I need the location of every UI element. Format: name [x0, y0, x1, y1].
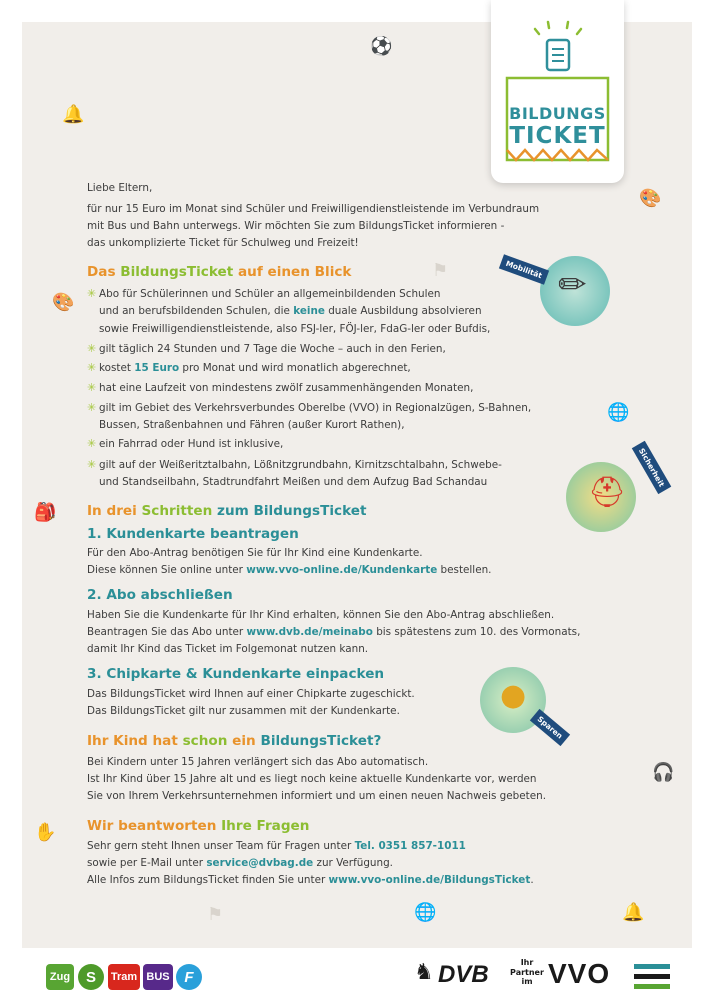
steps-heading: In drei Schritten zum BildungsTicket — [87, 503, 367, 519]
logo-line-1: BILDUNGS — [509, 104, 606, 123]
mascot-helmet-icon: ⛑ — [588, 475, 627, 510]
list-item: ✳ kostet 15 Euro pro Monat und wird monatlich abgerechnet, — [87, 359, 411, 377]
faehre-logo: F — [176, 964, 202, 990]
step-3-line-2: Das BildungsTicket gilt nur zusammen mit der Kundenkarte. — [87, 705, 400, 717]
questions-line-1: Sehr gern steht Ihnen unser Team für Fragen unter Tel. 0351 857-1011 — [87, 840, 466, 852]
questions-line-3: Alle Infos zum BildungsTicket finden Sie unter www.vvo-online.de/BildungsTicket. — [87, 874, 534, 886]
greeting: Liebe Eltern, — [87, 182, 153, 194]
vvo-logo: VVO — [548, 958, 611, 989]
globe-icon: 🌐 — [607, 402, 630, 423]
list-item: ✳ gilt im Gebiet des Verkehrsverbundes Oberelbe (VVO) in Regionalzügen, S-Bahnen, Bussen, Straßenbahnen und Fähren (außer Kurort Rathen), — [87, 401, 532, 432]
savings-tag: Sparen — [530, 709, 570, 746]
star-bullet-icon: ✳ — [87, 401, 97, 414]
palette-icon: 🎨 — [639, 188, 662, 209]
list-item: ✳ ein Fahrrad oder Hund ist inklusive, — [87, 435, 283, 453]
tram-logo: Tram — [108, 964, 140, 990]
step-2-line-3: damit Ihr Kind das Ticket im Folgemonat nutzen kann. — [87, 643, 369, 655]
bildungsticket-link[interactable]: www.vvo-online.de/BildungsTicket — [328, 874, 531, 886]
step-1-line-2: Diese können Sie online unter www.vvo-online.de/Kundenkarte bestellen. — [87, 564, 492, 576]
phone-link[interactable]: Tel. 0351 857-1011 — [354, 840, 466, 852]
globe-icon: 🌐 — [414, 902, 437, 923]
intro-line-1: für nur 15 Euro im Monat sind Schüler und Freiwilligendienstleistende im Verbundraum — [87, 203, 540, 215]
safety-tag: Sicherheit — [632, 441, 672, 495]
kundenkarte-link[interactable]: www.vvo-online.de/Kundenkarte — [246, 564, 438, 576]
star-bullet-icon: ✳ — [87, 361, 97, 374]
bell-icon: 🔔 — [622, 902, 645, 923]
step-1-line-1: Für den Abo-Antrag benötigen Sie für Ihr Kind eine Kundenkarte. — [87, 547, 423, 559]
zug-logo: Zug — [46, 964, 74, 990]
headphones-icon: 🎧 — [652, 762, 675, 783]
step-1-title: 1. Kundenkarte beantragen — [87, 526, 299, 542]
overview-heading: Das BildungsTicket auf einen Blick — [87, 264, 352, 280]
ticket-logo-graphic — [491, 0, 624, 183]
star-bullet-icon: ✳ — [87, 437, 97, 450]
step-2-line-2: Beantragen Sie das Abo unter www.dvb.de/meinabo bis spätestens zum 10. des Vormonats, — [87, 626, 581, 638]
logo-line-2: TICKET — [509, 123, 606, 149]
star-bullet-icon: ✳ — [87, 458, 97, 471]
vvo-stripes-icon — [634, 964, 670, 990]
list-item: ✳ gilt auf der Weißeritztalbahn, Lößnitzgrundbahn, Kirnitzschtalbahn, Schwebe- und Standseilbahn, Stadtrundfahrt Meißen und dem Aufzug Bad Schandau — [87, 458, 502, 489]
list-item: ✳ Abo für Schülerinnen und Schüler an allgemeinbildenden Schulen und an berufsbildenden Schulen, die keine duale Ausbildung absolvieren sowie Freiwilligendienstleistende, also FSJ-ler, FÖJ-ler, FdaG-ler oder Bufdis, — [87, 287, 491, 335]
questions-line-2: sowie per E-Mail unter service@dvbag.de zur Verfügung. — [87, 857, 393, 869]
partner-text: Ihr Partner im — [510, 958, 544, 986]
list-item: ✳ gilt täglich 24 Stunden und 7 Tage die Woche – auch in den Ferien, — [87, 340, 446, 358]
backpack-icon: 🎒 — [34, 502, 57, 523]
step-2-title: 2. Abo abschließen — [87, 587, 233, 603]
sbahn-logo: S — [78, 964, 104, 990]
dvb-lion-icon: ♞ — [414, 960, 434, 985]
signpost-icon: ⚑ — [432, 260, 449, 281]
coin-mascot-icon: ● — [500, 678, 527, 713]
bildungsticket-logo — [491, 0, 624, 183]
safety-badge — [566, 462, 636, 532]
mobility-badge — [540, 256, 610, 326]
star-bullet-icon: ✳ — [87, 342, 97, 355]
mobility-tag: Mobilität — [499, 254, 549, 284]
dvb-logo: DVB — [438, 961, 489, 988]
palette-icon: 🎨 — [52, 292, 75, 313]
already-line-2: Ist Ihr Kind über 15 Jahre alt und es liegt noch keine aktuelle Kundenkarte vor, werden — [87, 773, 537, 785]
step-3-line-1: Das BildungsTicket wird Ihnen auf einer Chipkarte zugeschickt. — [87, 688, 415, 700]
bell-icon: 🔔 — [62, 104, 85, 125]
step-2-line-1: Haben Sie die Kundenkarte für Ihr Kind erhalten, können Sie den Abo-Antrag abschließen. — [87, 609, 555, 621]
star-bullet-icon: ✳ — [87, 381, 97, 394]
pencil-mascot-icon: ✏ — [558, 265, 587, 305]
intro-line-3: das unkomplizierte Ticket für Schulweg und Freizeit! — [87, 237, 359, 249]
questions-heading: Wir beantworten Ihre Fragen — [87, 818, 310, 834]
meinabo-link[interactable]: www.dvb.de/meinabo — [246, 626, 373, 638]
already-line-1: Bei Kindern unter 15 Jahren verlängert sich das Abo automatisch. — [87, 756, 429, 768]
email-link[interactable]: service@dvbag.de — [206, 857, 314, 869]
bus-logo: BUS — [143, 964, 173, 990]
hand-icon: ✋ — [34, 822, 57, 843]
already-heading: Ihr Kind hat schon ein BildungsTicket? — [87, 733, 382, 749]
ball-icon: ⚽ — [370, 36, 393, 57]
already-line-3: Sie von Ihrem Verkehrsunternehmen informiert und um einen neuen Nachweis gebeten. — [87, 790, 547, 802]
star-bullet-icon: ✳ — [87, 287, 97, 300]
signpost-icon: ⚑ — [207, 904, 224, 925]
step-3-title: 3. Chipkarte & Kundenkarte einpacken — [87, 666, 385, 682]
list-item: ✳ hat eine Laufzeit von mindestens zwölf zusammenhängenden Monaten, — [87, 379, 473, 397]
intro-line-2: mit Bus und Bahn unterwegs. Wir möchten Sie zum BildungsTicket informieren - — [87, 220, 505, 232]
